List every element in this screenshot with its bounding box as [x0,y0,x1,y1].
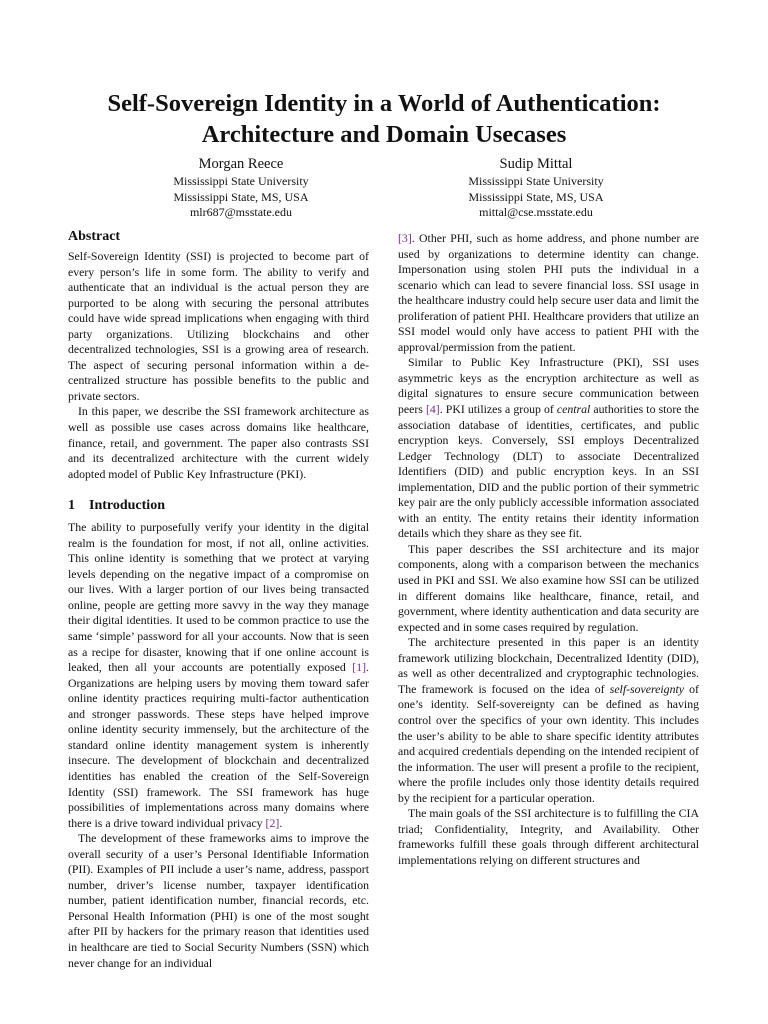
citation-link[interactable]: [4] [425,402,440,417]
citation-link[interactable]: [1] [352,660,367,675]
section-title: Introduction [89,498,165,514]
text-run: The architecture presented in this paper is an identity framework utilizing blockchain, Decentralized Identity (DID), as well as other decentralized and cryptographic technologies. The framework is focused on the idea of [398,635,699,696]
title-line-2: Architecture and Domain Usecases [201,121,567,148]
abstract-heading: Abstract [68,229,121,244]
text-run: The development of these frameworks aims to improve the overall security of a user’s Personal Identifiable Information (PII). Examples of PII include a user’s name, address, passport number, driver’s license number, taxpayer identification number, patient identification number, financial records, etc. Personal Health Information (PHI) is one of the most sought after PII by hackers for the primary reason that identities used in healthcare are tied to Social Security Numbers (SSN) which never change for an individual [68,831,369,970]
text-run: . Organizations are helping users by moving them toward safer online identity practices requiring multi-factor authentication and stronger passwords. These steps have helped improve online identity security immensely, but the architecture of the standard online identity management system is inherently insecure. The development of blockchain and decentralized identities has enabled the creation of the Self-Sovereign Identity (SSI) framework. The SSI framework has huge possibilities of implementations across many domains where there is a drive toward individual privacy [68,660,369,830]
author-location: Mississippi State, MS, USA [468,189,604,204]
text-run: . [279,815,283,830]
author-email: mlr687@msstate.edu [189,205,293,219]
author-name: Sudip Mittal [499,156,573,172]
text-run: of one’s identity. Self-sovereignty can be defined as having control over the specifics of your own identity. This includes the user’s ability to be able to share specific identity attributes and acquired credentials depending on the intended recipient of the information. The user will present a profile to the recipient, where the profile includes only those identity details required by the recipient for a particular operation. [398,681,699,805]
citation-link[interactable]: [2] [265,815,280,830]
author-location: Mississippi State, MS, USA [173,189,309,204]
text-run: authorities to store the association database of identities, certificates, and public encryption keys. Conversely, SSI employs Decentralized Ledger Technology (DLT) to associate Decentralized Identifiers (DID) and public encryption keys. In an SSI implementation, DID and the public portion of their symmetric key pair are the only publicly accessible information associated with an entity. The entity retains their identity information details which they share as they see fit. [398,402,699,541]
abstract-paragraph-1: Self-Sovereign Identity (SSI) is projected to become part of every person’s life in some form. The ability to verify and authenticate that an individual is the actual person they are purported to be along with securing the personal attributes could have wide spread implications when engaging with third party organizations. Utilizing blockchains and other decentralized technologies, SSI is a growing area of research. The aspect of securing personal information within a de-centralized structure has possible benefits to the public and private sectors. [68,249,369,403]
section-heading-introduction [68,497,369,515]
author-name: Morgan Reece [198,156,284,172]
text-run: . Other PHI, such as home address, and phone number are used by organizations to determine identity can change. Impersonation using stolen PHI puts the individual in a scenario which can lead to severe financial loss. SSI usage in the healthcare industry could help secure user data and limit the proliferation of patient PHI. Healthcare providers that utilize an SSI model would only have access to patient PHI with the approval/permission from the patient. [398,231,699,354]
author-email: mittal@cse.msstate.edu [479,205,593,219]
emphasis-text: self-sovereignty [609,681,684,696]
intro-paragraph-5 [398,635,699,806]
right-column [398,231,699,868]
intro-paragraph-3 [398,355,699,542]
intro-paragraph-4: This paper describes the SSI architecture and its major components, along with a comparison between the mechanics used in PKI and SSI. We also examine how SSI can be utilized in different domains like healthcare, finance, retail, and government, where identity authentication and data security are expected and in some cases required by regulation. [398,541,699,634]
abstract-paragraph-2: In this paper, we describe the SSI framework architecture as well as possible use cases across domains like healthcare, finance, retail, and government. The paper also contrasts SSI and its decentralized architecture with the current widely adopted model of Public Key Infrastructure (PKI). [68,404,369,481]
paper-title [40,88,728,150]
text-run: . PKI utilizes a group of [439,402,557,417]
citation-link[interactable]: [3] [398,231,412,245]
text-run: Similar to Public Key Infrastructure (PKI), SSI uses asymmetric keys as the encryption architecture as well as digital signatures to ensure secure communication between peers [398,355,699,417]
title-line-1: Self-Sovereign Identity in a World of Authentication: [107,90,661,117]
text-run: The ability to purposefully verify your identity in the digital realm is the foundation for most, if not all, online activities. This online identity is something that we protect at varying levels depending on the negative impact of a compromise on our lives. With a larger portion of our lives being transacted online, people are getting more savvy in the way they manage their digital identities. It used to be common practice to use the same ‘simple’ password for all your accounts. Now that is seen as a recipe for disaster, knowing that if one online account is leaked, then all your accounts are potentially exposed [68,520,369,675]
intro-paragraph-1 [68,520,369,831]
intro-paragraph-2-cont [398,231,699,355]
left-column [68,228,369,971]
author-affiliation: Mississippi State University [173,174,309,188]
author-block-2 [421,155,651,221]
emphasis-text: central [556,402,591,417]
author-block-1 [126,155,356,221]
intro-paragraph-6: The main goals of the SSI architecture is to fulfilling the CIA triad; Confidentiality, Integrity, and Availability. Other frameworks fulfill these goals through different architectural implementations relying on different structures and [398,806,699,867]
section-number: 1 [68,498,75,514]
intro-paragraph-2 [68,831,369,971]
author-affiliation: Mississippi State University [468,174,604,188]
